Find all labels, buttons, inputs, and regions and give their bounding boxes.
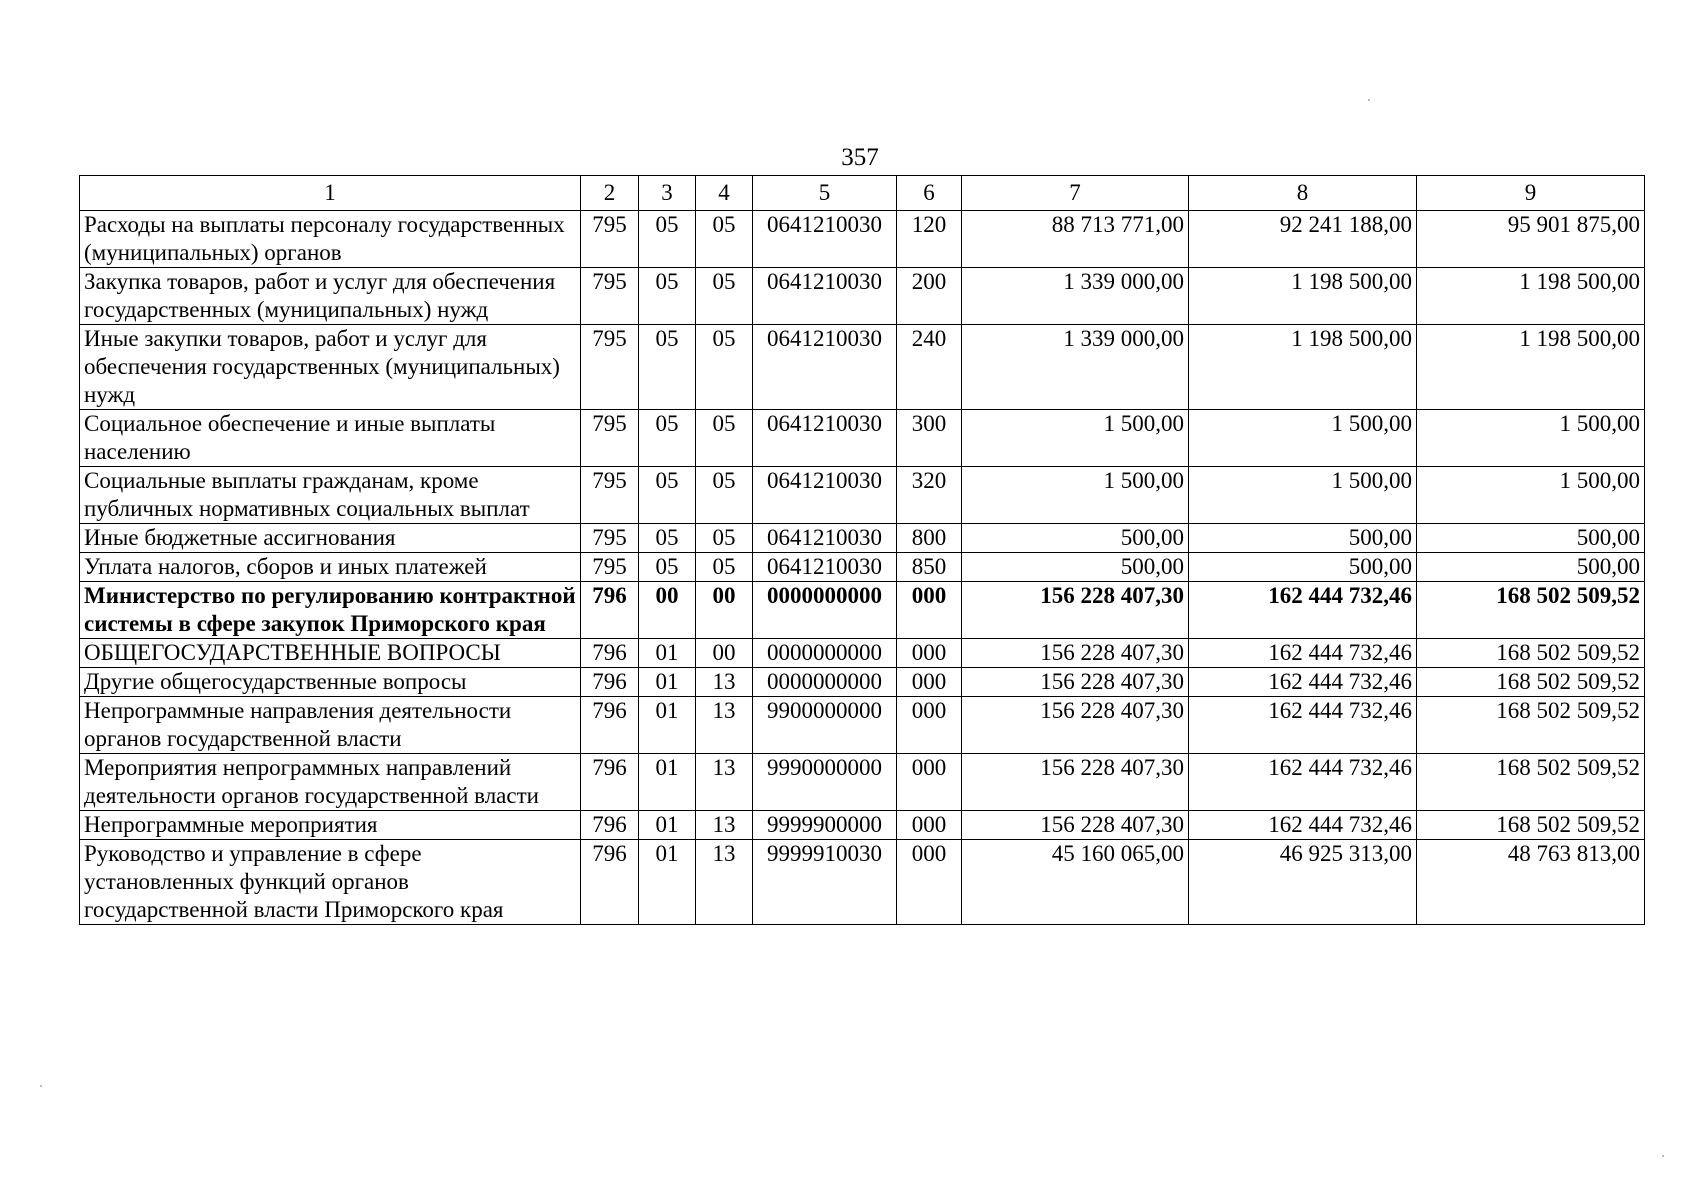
column-header: 3 — [639, 176, 696, 211]
scan-speck — [1662, 1155, 1664, 1157]
column-header: 2 — [581, 176, 639, 211]
code-cell: 796 — [581, 697, 639, 754]
column-header: 5 — [753, 176, 897, 211]
code-cell: 01 — [639, 668, 696, 697]
amount-cell: 1 198 500,00 — [1417, 268, 1645, 325]
code-cell: 000 — [897, 668, 962, 697]
code-cell: 0641210030 — [753, 467, 897, 524]
column-header: 7 — [962, 176, 1189, 211]
code-cell: 000 — [897, 840, 962, 925]
amount-cell: 156 228 407,30 — [962, 754, 1189, 811]
row-name-cell: Непрограммные направления деятельности органов государственной власти — [80, 697, 581, 754]
row-name-cell: Руководство и управление в сфере установленных функций органов государственной власти Приморского края — [80, 840, 581, 925]
code-cell: 000 — [897, 582, 962, 639]
code-cell: 300 — [897, 410, 962, 467]
table-row — [80, 268, 1645, 325]
page-number: 357 — [841, 144, 879, 171]
code-cell: 240 — [897, 325, 962, 410]
code-cell: 01 — [639, 639, 696, 668]
code-cell: 05 — [696, 268, 753, 325]
table-row — [80, 668, 1645, 697]
amount-cell: 162 444 732,46 — [1189, 639, 1417, 668]
code-cell: 0641210030 — [753, 553, 897, 582]
column-header: 1 — [80, 176, 581, 211]
code-cell: 0641210030 — [753, 268, 897, 325]
row-name-cell: Другие общегосударственные вопросы — [80, 668, 581, 697]
code-cell: 13 — [696, 754, 753, 811]
code-cell: 13 — [696, 811, 753, 840]
code-cell: 05 — [696, 467, 753, 524]
scan-speck — [1368, 99, 1370, 101]
amount-cell: 168 502 509,52 — [1417, 582, 1645, 639]
amount-cell: 500,00 — [1417, 524, 1645, 553]
amount-cell: 1 339 000,00 — [962, 268, 1189, 325]
code-cell: 01 — [639, 697, 696, 754]
amount-cell: 1 198 500,00 — [1417, 325, 1645, 410]
code-cell: 0641210030 — [753, 211, 897, 268]
row-name-cell: Непрограммные мероприятия — [80, 811, 581, 840]
code-cell: 796 — [581, 582, 639, 639]
table-row — [80, 467, 1645, 524]
table-row — [80, 410, 1645, 467]
table-row — [80, 840, 1645, 925]
amount-cell: 500,00 — [1417, 553, 1645, 582]
amount-cell: 162 444 732,46 — [1189, 697, 1417, 754]
code-cell: 01 — [639, 754, 696, 811]
table-row — [80, 211, 1645, 268]
amount-cell: 500,00 — [962, 524, 1189, 553]
code-cell: 05 — [639, 268, 696, 325]
code-cell: 05 — [639, 553, 696, 582]
code-cell: 05 — [696, 553, 753, 582]
code-cell: 796 — [581, 668, 639, 697]
code-cell: 0000000000 — [753, 639, 897, 668]
code-cell: 000 — [897, 754, 962, 811]
amount-cell: 168 502 509,52 — [1417, 811, 1645, 840]
code-cell: 795 — [581, 467, 639, 524]
amount-cell: 500,00 — [1189, 553, 1417, 582]
amount-cell: 1 500,00 — [962, 467, 1189, 524]
code-cell: 00 — [696, 639, 753, 668]
code-cell: 05 — [696, 325, 753, 410]
amount-cell: 1 500,00 — [1417, 467, 1645, 524]
amount-cell: 1 500,00 — [962, 410, 1189, 467]
code-cell: 795 — [581, 211, 639, 268]
row-name-cell: Расходы на выплаты персоналу государственных (муниципальных) органов — [80, 211, 581, 268]
amount-cell: 156 228 407,30 — [962, 668, 1189, 697]
code-cell: 0641210030 — [753, 524, 897, 553]
code-cell: 9900000000 — [753, 697, 897, 754]
table-row — [80, 639, 1645, 668]
code-cell: 0641210030 — [753, 410, 897, 467]
amount-cell: 162 444 732,46 — [1189, 668, 1417, 697]
code-cell: 796 — [581, 639, 639, 668]
scan-speck — [40, 1085, 42, 1087]
code-cell: 796 — [581, 811, 639, 840]
amount-cell: 168 502 509,52 — [1417, 668, 1645, 697]
code-cell: 05 — [696, 211, 753, 268]
amount-cell: 500,00 — [1189, 524, 1417, 553]
code-cell: 120 — [897, 211, 962, 268]
amount-cell: 156 228 407,30 — [962, 582, 1189, 639]
code-cell: 795 — [581, 268, 639, 325]
table-row — [80, 582, 1645, 639]
code-cell: 05 — [696, 524, 753, 553]
code-cell: 01 — [639, 811, 696, 840]
row-name-cell: Социальные выплаты гражданам, кроме публичных нормативных социальных выплат — [80, 467, 581, 524]
code-cell: 05 — [639, 410, 696, 467]
amount-cell: 1 500,00 — [1417, 410, 1645, 467]
code-cell: 9990000000 — [753, 754, 897, 811]
amount-cell: 156 228 407,30 — [962, 811, 1189, 840]
code-cell: 05 — [639, 467, 696, 524]
code-cell: 796 — [581, 754, 639, 811]
code-cell: 05 — [639, 325, 696, 410]
amount-cell: 1 198 500,00 — [1189, 268, 1417, 325]
amount-cell: 156 228 407,30 — [962, 697, 1189, 754]
amount-cell: 95 901 875,00 — [1417, 211, 1645, 268]
amount-cell: 1 198 500,00 — [1189, 325, 1417, 410]
code-cell: 0000000000 — [753, 668, 897, 697]
code-cell: 200 — [897, 268, 962, 325]
table-row — [80, 325, 1645, 410]
amount-cell: 1 339 000,00 — [962, 325, 1189, 410]
amount-cell: 168 502 509,52 — [1417, 639, 1645, 668]
code-cell: 13 — [696, 840, 753, 925]
code-cell: 05 — [696, 410, 753, 467]
code-cell: 0000000000 — [753, 582, 897, 639]
column-header: 9 — [1417, 176, 1645, 211]
code-cell: 9999910030 — [753, 840, 897, 925]
column-header: 4 — [696, 176, 753, 211]
code-cell: 9999900000 — [753, 811, 897, 840]
budget-table — [79, 175, 1645, 925]
amount-cell: 156 228 407,30 — [962, 639, 1189, 668]
code-cell: 00 — [639, 582, 696, 639]
code-cell: 795 — [581, 524, 639, 553]
row-name-cell: Иные бюджетные ассигнования — [80, 524, 581, 553]
code-cell: 850 — [897, 553, 962, 582]
amount-cell: 46 925 313,00 — [1189, 840, 1417, 925]
table-row — [80, 697, 1645, 754]
row-name-cell: Министерство по регулированию контрактной системы в сфере закупок Приморского края — [80, 582, 581, 639]
amount-cell: 168 502 509,52 — [1417, 697, 1645, 754]
row-name-cell: Иные закупки товаров, работ и услуг для обеспечения государственных (муниципальных) нужд — [80, 325, 581, 410]
amount-cell: 162 444 732,46 — [1189, 754, 1417, 811]
row-name-cell: Закупка товаров, работ и услуг для обеспечения государственных (муниципальных) нужд — [80, 268, 581, 325]
row-name-cell: ОБЩЕГОСУДАРСТВЕННЫЕ ВОПРОСЫ — [80, 639, 581, 668]
amount-cell: 92 241 188,00 — [1189, 211, 1417, 268]
code-cell: 795 — [581, 325, 639, 410]
code-cell: 13 — [696, 668, 753, 697]
amount-cell: 162 444 732,46 — [1189, 582, 1417, 639]
header-row — [80, 176, 1645, 211]
column-header: 6 — [897, 176, 962, 211]
code-cell: 000 — [897, 639, 962, 668]
row-name-cell: Социальное обеспечение и иные выплаты населению — [80, 410, 581, 467]
column-header: 8 — [1189, 176, 1417, 211]
amount-cell: 48 763 813,00 — [1417, 840, 1645, 925]
table-row — [80, 524, 1645, 553]
amount-cell: 1 500,00 — [1189, 410, 1417, 467]
code-cell: 320 — [897, 467, 962, 524]
code-cell: 000 — [897, 697, 962, 754]
table-row — [80, 811, 1645, 840]
code-cell: 05 — [639, 211, 696, 268]
row-name-cell: Уплата налогов, сборов и иных платежей — [80, 553, 581, 582]
amount-cell: 500,00 — [962, 553, 1189, 582]
code-cell: 01 — [639, 840, 696, 925]
amount-cell: 45 160 065,00 — [962, 840, 1189, 925]
amount-cell: 88 713 771,00 — [962, 211, 1189, 268]
code-cell: 000 — [897, 811, 962, 840]
amount-cell: 162 444 732,46 — [1189, 811, 1417, 840]
amount-cell: 168 502 509,52 — [1417, 754, 1645, 811]
table-row — [80, 553, 1645, 582]
code-cell: 0641210030 — [753, 325, 897, 410]
amount-cell: 1 500,00 — [1189, 467, 1417, 524]
code-cell: 13 — [696, 697, 753, 754]
code-cell: 796 — [581, 840, 639, 925]
row-name-cell: Мероприятия непрограммных направлений деятельности органов государственной власти — [80, 754, 581, 811]
code-cell: 800 — [897, 524, 962, 553]
table-body — [80, 211, 1645, 925]
table-row — [80, 754, 1645, 811]
code-cell: 05 — [639, 524, 696, 553]
code-cell: 795 — [581, 553, 639, 582]
code-cell: 00 — [696, 582, 753, 639]
code-cell: 795 — [581, 410, 639, 467]
